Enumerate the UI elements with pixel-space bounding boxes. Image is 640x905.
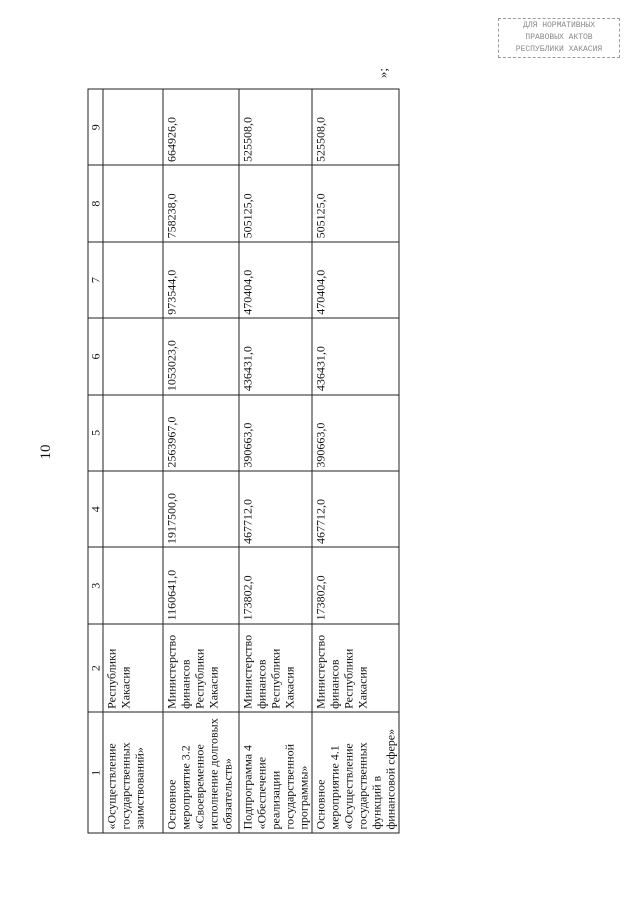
value-cell (103, 318, 163, 394)
column-header: 8 (88, 165, 103, 241)
column-header: 2 (88, 624, 103, 712)
value-cell: 525508,0 (239, 89, 312, 165)
budget-table (88, 89, 400, 834)
row-name-cell: Основное мероприятие 4.1 «Осуществление государственных функций в финансовой сфере» (312, 712, 399, 833)
budget-table-container (88, 89, 398, 834)
value-cell: 173802,0 (312, 547, 399, 623)
value-cell: 390663,0 (239, 395, 312, 471)
stamp-line: ДЛЯ НОРМАТИВНЫХ (522, 21, 595, 30)
table-row (312, 89, 399, 833)
value-cell (103, 471, 163, 547)
value-cell (103, 547, 163, 623)
value-cell: 758238,0 (163, 165, 239, 241)
column-header: 5 (88, 395, 103, 471)
column-header: 6 (88, 318, 103, 394)
value-cell: 467712,0 (312, 471, 399, 547)
row-executor-cell: Министерство финансов Республики Хакасия (163, 624, 239, 712)
value-cell: 436431,0 (312, 318, 399, 394)
column-header: 7 (88, 242, 103, 318)
value-cell: 2563967,0 (163, 395, 239, 471)
value-cell (103, 165, 163, 241)
value-cell: 1160641,0 (163, 547, 239, 623)
document-stamp (498, 18, 620, 58)
table-row (239, 89, 312, 833)
stamp-line: ПРАВОВЫХ АКТОВ (525, 33, 593, 42)
value-cell: 173802,0 (239, 547, 312, 623)
stamp-line: РЕСПУБЛИКИ ХАКАСИЯ (515, 45, 603, 54)
value-cell: 436431,0 (239, 318, 312, 394)
value-cell: 973544,0 (163, 242, 239, 318)
value-cell: 505125,0 (239, 165, 312, 241)
column-header: 4 (88, 471, 103, 547)
value-cell: 470404,0 (312, 242, 399, 318)
row-executor-cell: Министерство финансов Республики Хакасия (312, 624, 399, 712)
page-number: 10 (38, 444, 54, 460)
row-name-cell: Основное мероприятие 3.2 «Своевременное исполнение долговых обязательств» (163, 712, 239, 833)
value-cell: 470404,0 (239, 242, 312, 318)
value-cell: 525508,0 (312, 89, 399, 165)
column-header: 3 (88, 547, 103, 623)
row-executor-cell: Министерство финансов Республики Хакасия (239, 624, 312, 712)
row-name-cell: «Осуществление государственных заимствований» (103, 712, 163, 833)
value-cell: 1917500,0 (163, 471, 239, 547)
value-cell: 390663,0 (312, 395, 399, 471)
column-header: 9 (88, 89, 103, 165)
value-cell: 1053023,0 (163, 318, 239, 394)
closing-quote-mark: »; (375, 67, 390, 79)
table-header-row (88, 89, 103, 833)
value-cell: 664926,0 (163, 89, 239, 165)
row-executor-cell: Республики Хакасия (103, 624, 163, 712)
value-cell (103, 89, 163, 165)
value-cell: 467712,0 (239, 471, 312, 547)
value-cell (103, 395, 163, 471)
row-name-cell: Подпрограмма 4 «Обеспечение реализации государственной программы» (239, 712, 312, 833)
table-row (163, 89, 239, 833)
table-row (103, 89, 163, 833)
column-header: 1 (88, 712, 103, 833)
value-cell (103, 242, 163, 318)
value-cell: 505125,0 (312, 165, 399, 241)
